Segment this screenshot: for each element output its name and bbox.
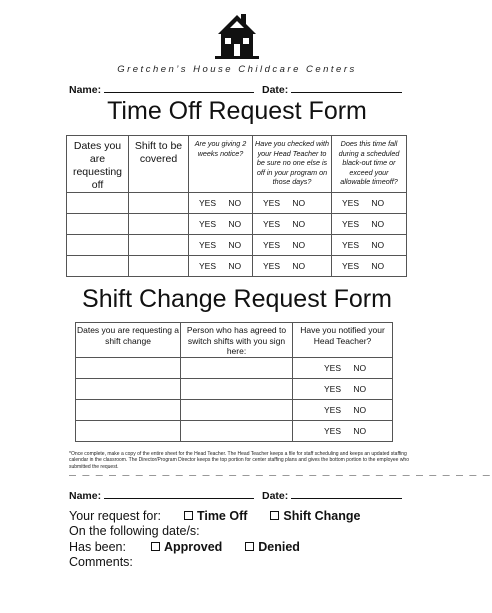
col-header-person: Person who has agreed to switch shifts with you sign here: [181, 323, 293, 358]
yes-no-cell[interactable]: YES NO [253, 235, 332, 256]
date-field[interactable] [262, 83, 402, 96]
shift-change-title: Shift Change Request Form [82, 285, 392, 313]
yes-no-cell[interactable]: YES NO [332, 214, 407, 235]
name-label: Name: [69, 84, 102, 96]
dates-cell[interactable] [76, 421, 181, 442]
yes-no-cell[interactable]: YES NO [253, 256, 332, 277]
dates-cell[interactable] [76, 400, 181, 421]
yes-no-cell[interactable]: YES NO [253, 193, 332, 214]
dates-cell[interactable] [67, 214, 129, 235]
response-date-line[interactable] [291, 489, 402, 499]
yes-no-cell[interactable]: YES NO [332, 256, 407, 277]
response-name-field[interactable] [69, 489, 254, 502]
shift-cell[interactable] [129, 193, 189, 214]
time-off-table [66, 135, 407, 277]
cut-line: — — — — — — — — — — — — — — — — — — — — — — — — — — — — — — — — [69, 472, 492, 479]
yes-no-cell[interactable]: YES NO [253, 214, 332, 235]
name-line[interactable] [104, 83, 254, 93]
table-row [76, 379, 393, 400]
dates-cell[interactable] [67, 235, 129, 256]
approved-option-label: Approved [163, 540, 223, 554]
yes-no-cell[interactable]: YES NO [189, 214, 253, 235]
comments-label: Comments: [69, 555, 133, 569]
response-name-label: Name: [69, 490, 102, 502]
shift-cell[interactable] [129, 256, 189, 277]
col-header-checked: Have you checked with your Head Teacher to be sure no one else is off in your program on those days? [253, 136, 332, 193]
table-row [67, 193, 407, 214]
table-row [67, 256, 407, 277]
shift-change-option-label: Shift Change [283, 509, 361, 523]
yes-no-cell[interactable]: YES NO [189, 256, 253, 277]
dates-cell[interactable] [67, 193, 129, 214]
col-header-blackout: Does this time fall during a scheduled black-out time or exceed your allowable timeoff? [332, 136, 407, 193]
col-header-dates: Dates you are requesting a shift change [76, 323, 181, 358]
dates-cell[interactable] [67, 256, 129, 277]
name-field[interactable] [69, 83, 254, 96]
person-cell[interactable] [181, 358, 293, 379]
col-header-notified: Have you notified your Head Teacher? [293, 323, 393, 358]
has-been-line [69, 540, 300, 554]
denied-checkbox[interactable] [245, 542, 254, 551]
yes-no-cell[interactable]: YES NO [293, 421, 393, 442]
person-cell[interactable] [181, 379, 293, 400]
footnote: *Once complete, make a copy of the entire sheet for the Head Teacher. The Head Teacher keeps a file for staff scheduling and keeps an updated staffing calendar in the classroom. The Director/Program Director keeps the top portion for center staffing plans and gives the bottom portion to the employee who submitted the request. [69, 451, 409, 470]
shift-cell[interactable] [129, 214, 189, 235]
col-header-shift: Shift to be covered [129, 136, 189, 193]
dates-cell[interactable] [76, 379, 181, 400]
table-header-row [67, 136, 407, 193]
col-header-notice: Are you giving 2 weeks notice? [189, 136, 253, 193]
table-row [67, 214, 407, 235]
dates-label: On the following date/s: [69, 524, 200, 538]
yes-no-cell[interactable]: YES NO [189, 193, 253, 214]
time-off-option-label: Time Off [196, 509, 248, 523]
house-logo [215, 12, 259, 60]
time-off-checkbox[interactable] [184, 511, 193, 520]
yes-no-cell[interactable]: YES NO [293, 379, 393, 400]
col-header-dates: Dates you are requesting off [67, 136, 129, 193]
approved-checkbox[interactable] [151, 542, 160, 551]
denied-option-label: Denied [258, 540, 300, 554]
table-row [76, 358, 393, 379]
yes-no-cell[interactable]: YES NO [293, 358, 393, 379]
yes-no-cell[interactable]: YES NO [293, 400, 393, 421]
yes-no-cell[interactable]: YES NO [332, 235, 407, 256]
person-cell[interactable] [181, 421, 293, 442]
table-row [76, 400, 393, 421]
has-been-label: Has been: [69, 540, 126, 554]
org-name: Gretchen’s House Childcare Centers [117, 64, 357, 75]
shift-cell[interactable] [129, 235, 189, 256]
yes-no-cell[interactable]: YES NO [189, 235, 253, 256]
response-date-label: Date: [262, 490, 289, 502]
request-line [69, 509, 360, 523]
yes-no-cell[interactable]: YES NO [332, 193, 407, 214]
response-name-line[interactable] [104, 489, 254, 499]
dates-cell[interactable] [76, 358, 181, 379]
request-label: Your request for: [69, 509, 161, 523]
date-line[interactable] [291, 83, 402, 93]
person-cell[interactable] [181, 400, 293, 421]
table-row [76, 421, 393, 442]
table-row [67, 235, 407, 256]
time-off-title: Time Off Request Form [107, 97, 367, 125]
date-label: Date: [262, 84, 289, 96]
response-date-field[interactable] [262, 489, 402, 502]
table-header-row [76, 323, 393, 358]
shift-change-table [75, 322, 393, 442]
shift-change-checkbox[interactable] [270, 511, 279, 520]
